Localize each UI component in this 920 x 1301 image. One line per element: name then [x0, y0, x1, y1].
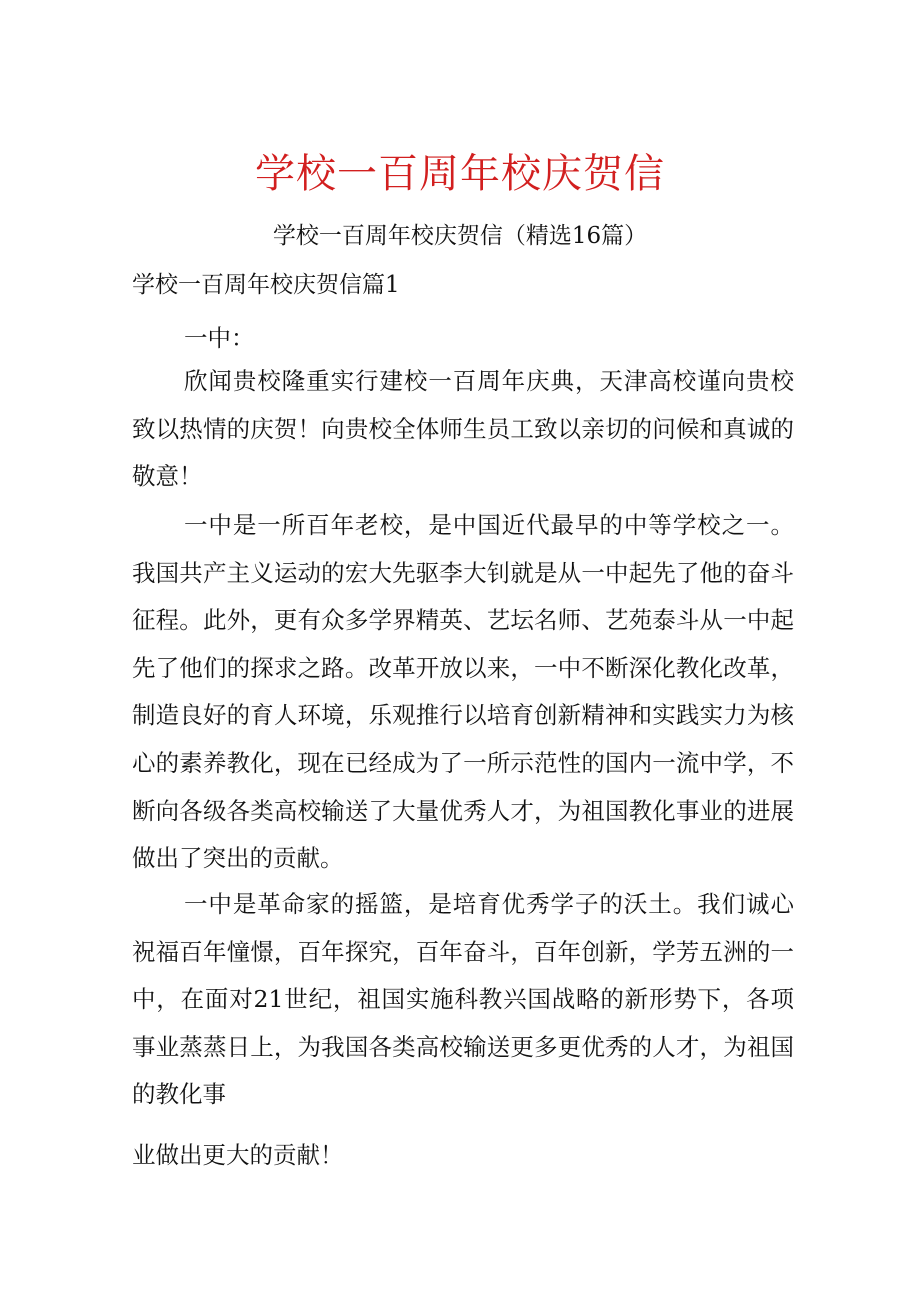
paragraph-1: 欣闻贵校隆重实行建校一百周年庆典，天津高校谨向贵校致以热情的庆贺！向贵校全体师生员工致以亲切的问候和真诚的敬意！	[132, 367, 794, 491]
salutation: 一中：	[184, 324, 255, 352]
paragraph-2: 一中是一所百年老校，是中国近代最早的中等学校之一。我国共产主义运动的宏大先驱李大钊就是从一中起先了他的奋斗征程。此外，更有众多学界精英、艺坛名师、艺苑泰斗从一中起先了他们的探求之路。改革开放以来，一中不断深化教化改革，制造良好的育人环境，乐观推行以培育创新精神和实践实力为核心的素养教化，现在已经成为了一所示范性的国内一流中学，不断向各级各类高校输送了大量优秀人才，为祖国教化事业的进展做出了突出的贡献。	[132, 511, 794, 873]
closing-line: 业做出更大的贡献！	[132, 1141, 344, 1169]
section-heading: 学校一百周年校庆贺信篇1	[132, 272, 400, 298]
document-subtitle: 学校一百周年校庆贺信（精选16篇）	[272, 223, 648, 249]
document-title: 学校一百周年校庆贺信	[255, 151, 665, 197]
paragraph-3: 一中是革命家的摇篮，是培育优秀学子的沃土。我们诚心祝福百年憧憬，百年探究，百年奋斗，百年创新，学芳五洲的一中，在面对21世纪，祖国实施科教兴国战略的新形势下，各项事业蒸蒸日上，为我国各类高校输送更多更优秀的人才，为祖国的教化事	[132, 890, 794, 1109]
